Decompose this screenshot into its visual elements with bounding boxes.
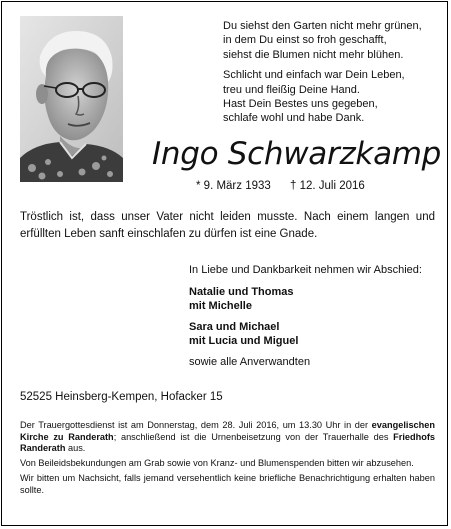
poem-stanza-1: [223, 19, 445, 62]
poem-stanza-2: [223, 68, 445, 126]
service-text: Der Trauergottesdienst ist am Donnerstag, dem 28. Juli 2016, um 13.30 Uhr in der: [20, 420, 372, 430]
poem-line: Schlicht und einfach war Dein Leben,: [223, 69, 405, 82]
deceased-name: Ingo Schwarzkamp: [152, 136, 442, 172]
poem-line: treu und fleißig Deine Hand.: [223, 83, 360, 96]
service-text: ; anschließend ist die Urnenbeisetzung von der Trauerhalle des: [113, 431, 394, 442]
poem-line: Hast Dein Bestes uns gegeben,: [223, 98, 378, 111]
farewell-heading: In Liebe und Dankbarkeit nehmen wir Abschied:: [189, 264, 422, 276]
poem: [223, 19, 445, 132]
other-relatives: sowie alle Anverwandten: [189, 355, 311, 368]
farewell-block: [189, 263, 439, 369]
church-name: evangelischen Kirche zu Randerath: [20, 420, 435, 442]
address: 52525 Heinsberg-Kempen, Hofacker 15: [20, 391, 223, 403]
poem-line: siehst die Blumen nicht mehr blühen.: [223, 48, 404, 61]
mourner-names: mit Lucia und Miguel: [189, 335, 299, 347]
mourner-names: Sara und Michael: [189, 320, 280, 333]
mourner-group-1: [189, 285, 439, 314]
obituary-card: [1, 1, 448, 526]
condolence-note: Von Beileidsbekundungen am Grab sowie von Kranz- und Blumenspenden bitten wir abzusehen.: [20, 458, 414, 469]
intro-text: Tröstlich ist, dass unser Vater nicht leiden musste. Nach einem langen und erfüllten Leben sanft einschlafen zu dürfen ist eine Gnade.: [20, 211, 435, 240]
cemetery-name: Friedhofs Randerath: [20, 431, 435, 454]
mourner-names: Natalie und Thomas: [189, 285, 294, 298]
mourner-group-2: [189, 320, 439, 349]
apology-note: Wir bitten um Nachsicht, falls jemand versehentlich keine briefliche Benachrichtigung erhalten haben sollte.: [20, 472, 435, 495]
service-text: aus.: [65, 443, 86, 454]
poem-line: Du siehst den Garten nicht mehr grünen,: [223, 20, 422, 32]
death-date: † 12. Juli 2016: [290, 180, 365, 192]
birth-date: * 9. März 1933: [196, 180, 271, 192]
notes: [20, 420, 435, 499]
life-dates: [196, 180, 365, 192]
portrait-photo: [20, 16, 123, 182]
poem-line: in dem Du einst so froh geschafft,: [223, 34, 387, 47]
service-note: [20, 420, 435, 455]
mourner-names: mit Michelle: [189, 300, 252, 312]
poem-line: schlafe wohl und habe Dank.: [223, 112, 365, 125]
